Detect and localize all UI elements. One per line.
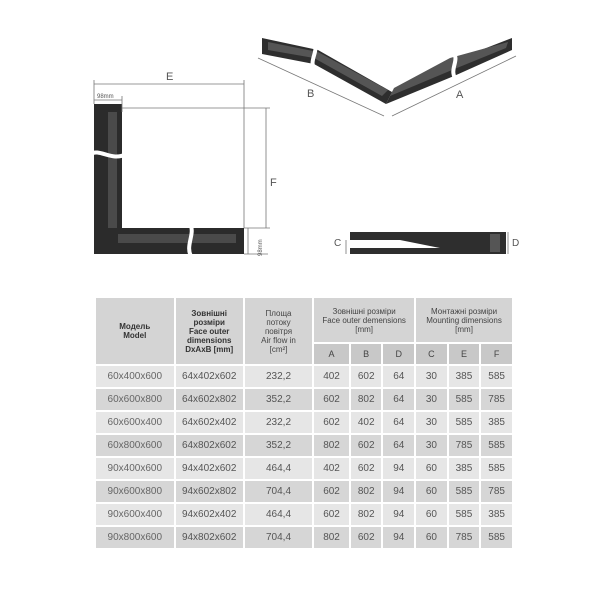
cell-c: 60 (416, 458, 447, 479)
cell-face: 94x602x802 (176, 481, 243, 502)
cell-e: 385 (449, 458, 480, 479)
label-c: C (334, 238, 342, 249)
cell-d: 64 (383, 412, 414, 433)
label-d: D (512, 238, 520, 249)
table-body (96, 366, 512, 548)
label-f: F (270, 177, 277, 189)
cell-a: 402 (314, 366, 349, 387)
cell-face: 94x802x602 (176, 527, 243, 548)
header-col-c: C (416, 344, 447, 364)
cell-e: 385 (449, 366, 480, 387)
cell-b: 602 (351, 366, 382, 387)
break-mark-horizontal (189, 224, 192, 258)
cell-b: 602 (351, 458, 382, 479)
cell-model: 90x600x400 (96, 504, 174, 525)
label-b: B (307, 88, 315, 100)
cell-f: 585 (481, 527, 512, 548)
header-col-a: A (314, 344, 349, 364)
cell-f: 585 (481, 366, 512, 387)
front-view (90, 71, 277, 258)
cell-area: 232,2 (245, 412, 312, 433)
cell-e: 585 (449, 389, 480, 410)
cell-area: 464,4 (245, 504, 312, 525)
cell-f: 385 (481, 504, 512, 525)
cell-e: 585 (449, 481, 480, 502)
cell-face: 94x402x602 (176, 458, 243, 479)
table-row (96, 435, 512, 456)
cell-model: 90x400x600 (96, 458, 174, 479)
cell-b: 602 (351, 435, 382, 456)
cell-a: 602 (314, 389, 349, 410)
table-row (96, 527, 512, 548)
cell-area: 232,2 (245, 366, 312, 387)
header-mounting-dimensions: Монтажні розміри Mounting dimensions [mm] (416, 298, 512, 342)
header-model: Модель Model (96, 298, 174, 364)
cell-a: 602 (314, 504, 349, 525)
cell-face: 64x802x602 (176, 435, 243, 456)
cell-model: 90x800x600 (96, 527, 174, 548)
spec-table (94, 296, 514, 550)
cell-c: 60 (416, 504, 447, 525)
header-col-f: F (481, 344, 512, 364)
cell-d: 64 (383, 435, 414, 456)
cell-c: 30 (416, 412, 447, 433)
horizontal-slot (118, 234, 236, 243)
cell-c: 60 (416, 481, 447, 502)
cell-b: 802 (351, 481, 382, 502)
header-row-main (96, 298, 512, 342)
cell-a: 802 (314, 435, 349, 456)
cell-b: 602 (351, 527, 382, 548)
cell-area: 704,4 (245, 527, 312, 548)
table-row (96, 412, 512, 433)
cell-model: 60x400x600 (96, 366, 174, 387)
cell-b: 402 (351, 412, 382, 433)
label-98mm-top: 98mm (97, 94, 114, 100)
cell-a: 602 (314, 412, 349, 433)
label-e: E (166, 71, 174, 83)
cell-d: 64 (383, 366, 414, 387)
cell-f: 785 (481, 481, 512, 502)
cell-model: 60x600x400 (96, 412, 174, 433)
cell-a: 402 (314, 458, 349, 479)
header-outer-dimensions: Зовнішні розміри Face outer demensions [mm] (314, 298, 414, 342)
table-row (96, 389, 512, 410)
technical-drawing (0, 0, 600, 290)
cell-e: 785 (449, 527, 480, 548)
label-98mm-right: 98mm (258, 239, 264, 256)
cell-b: 802 (351, 504, 382, 525)
cell-f: 585 (481, 458, 512, 479)
vertical-slot (108, 112, 117, 228)
cell-d: 94 (383, 527, 414, 548)
cell-e: 585 (449, 412, 480, 433)
table-row (96, 366, 512, 387)
table-row (96, 481, 512, 502)
isometric-view (258, 38, 516, 116)
cell-area: 464,4 (245, 458, 312, 479)
header-col-e: E (449, 344, 480, 364)
cell-d: 94 (383, 504, 414, 525)
header-col-b: B (351, 344, 382, 364)
table-row (96, 504, 512, 525)
cell-c: 30 (416, 366, 447, 387)
cell-b: 802 (351, 389, 382, 410)
cell-e: 785 (449, 435, 480, 456)
cell-face: 64x602x402 (176, 412, 243, 433)
cell-c: 60 (416, 527, 447, 548)
profile-view (334, 232, 519, 254)
header-face-dimensions: Зовнішні розміри Face outer dimensions DxAxB [mm] (176, 298, 243, 364)
cell-f: 785 (481, 389, 512, 410)
cell-c: 30 (416, 389, 447, 410)
cell-face: 94x602x402 (176, 504, 243, 525)
profile-body (350, 232, 506, 254)
cell-d: 64 (383, 389, 414, 410)
cell-model: 60x600x800 (96, 389, 174, 410)
cell-model: 60x800x600 (96, 435, 174, 456)
cell-a: 602 (314, 481, 349, 502)
cell-area: 352,2 (245, 389, 312, 410)
cell-e: 585 (449, 504, 480, 525)
table-row (96, 458, 512, 479)
cell-face: 64x602x802 (176, 389, 243, 410)
cell-area: 704,4 (245, 481, 312, 502)
cell-face: 64x402x602 (176, 366, 243, 387)
cell-area: 352,2 (245, 435, 312, 456)
cell-d: 94 (383, 458, 414, 479)
cell-d: 94 (383, 481, 414, 502)
header-col-d: D (383, 344, 414, 364)
cell-f: 385 (481, 412, 512, 433)
label-a: A (456, 89, 464, 101)
cell-c: 30 (416, 435, 447, 456)
cell-model: 90x600x800 (96, 481, 174, 502)
cell-a: 802 (314, 527, 349, 548)
header-air-flow: Площа потоку повітря Air flow in [cm²] (245, 298, 312, 364)
cell-f: 585 (481, 435, 512, 456)
